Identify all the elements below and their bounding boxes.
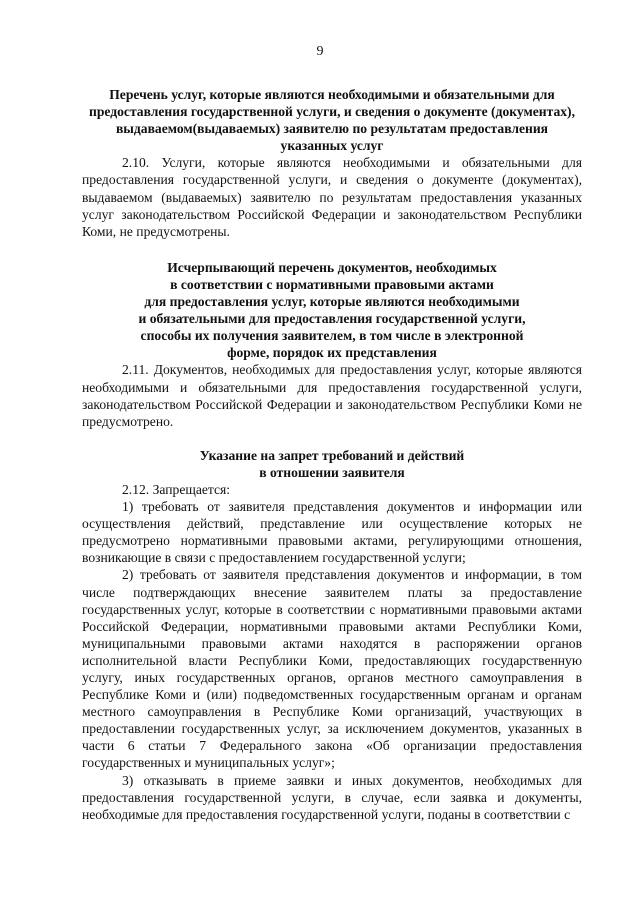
paragraph-2-11: 2.11. Документов, необходимых для предоставления услуг, которые являются необходимыми и обязательными для предоставления государственной услуги, законодательством Российской Федерации и законодательством Республики Коми не предусмотрено. [82, 362, 582, 429]
heading-line: указанных услуг [280, 138, 384, 154]
paragraph-2-10: 2.10. Услуги, которые являются необходимыми и обязательными для предоставления государственной услуги, и сведения о документе (документах), выдаваемом (выдаваемых) заявителю по результатам предоставления указанных услуг законодательством Российской Федерации и законодательством Республики Коми, не предусмотрены. [82, 155, 582, 239]
page-number: 9 [316, 44, 324, 59]
heading-line: Исчерпывающий перечень документов, необходимых [167, 259, 497, 275]
heading-line: и обязательными для предоставления государственной услуги, [138, 311, 526, 327]
heading-line: в отношении заявителя [259, 464, 405, 480]
heading-line: для предоставления услуг, которые являются необходимыми [144, 294, 520, 310]
heading-line: Перечень услуг, которые являются необходимыми и обязательными для [109, 87, 555, 102]
heading-prohibitions [82, 447, 582, 481]
heading-line: в соответствии с нормативными правовыми актами [170, 276, 494, 292]
heading-line: выдаваемом(выдаваемых) заявителю по результатам предоставления [115, 121, 549, 137]
heading-line: форме, порядок их представления [227, 345, 437, 361]
paragraph-2-12: 2.12. Запрещается: [122, 481, 231, 497]
heading-line: способы их получения заявителем, в том числе в электронной [140, 328, 524, 344]
heading-line: предоставления государственной услуги, и сведения о документе (документах), [88, 104, 575, 120]
heading-line: Указание на запрет требований и действий [199, 447, 465, 463]
list-item-2: 2) требовать от заявителя представления документов и информации, в том числе подтверждающих внесение заявителем платы за предоставление государственных услуг, которые в соответствии с нормативными правовыми актами Российской Федерации, нормативными правовыми актами Республики Коми, муниципальными правовыми актами находятся в распоряжении органов исполнительной власти Республики Коми, предоставляющих государственную услугу, иных государственных органов, органов местного самоуправления в Республике Коми и (или) подведомственных государственным органам и органам местного самоуправления в Республике Коми организаций, участвующих в предоставлении государственных услуг, за исключением документов, указанных в части 6 статьи 7 Федерального закона «Об организации предоставления государственных и муниципальных услуг»; [82, 567, 582, 771]
list-item-3: 3) отказывать в приеме заявки и иных документов, необходимых для предоставления государственной услуги, в случае, если заявка и документы, необходимые для предоставления государственной услуги, поданы в соответствии с [82, 772, 582, 822]
heading-related-services [82, 86, 582, 154]
list-item-1: 1) требовать от заявителя представления документов и информации или осуществления действий, представление или осуществление которых не предусмотрено нормативными правовыми актами, регулирующими отношения, возникающие в связи с предоставлением государственной услуги; [82, 499, 582, 566]
heading-documents-list [82, 259, 582, 362]
document-body [82, 86, 582, 823]
